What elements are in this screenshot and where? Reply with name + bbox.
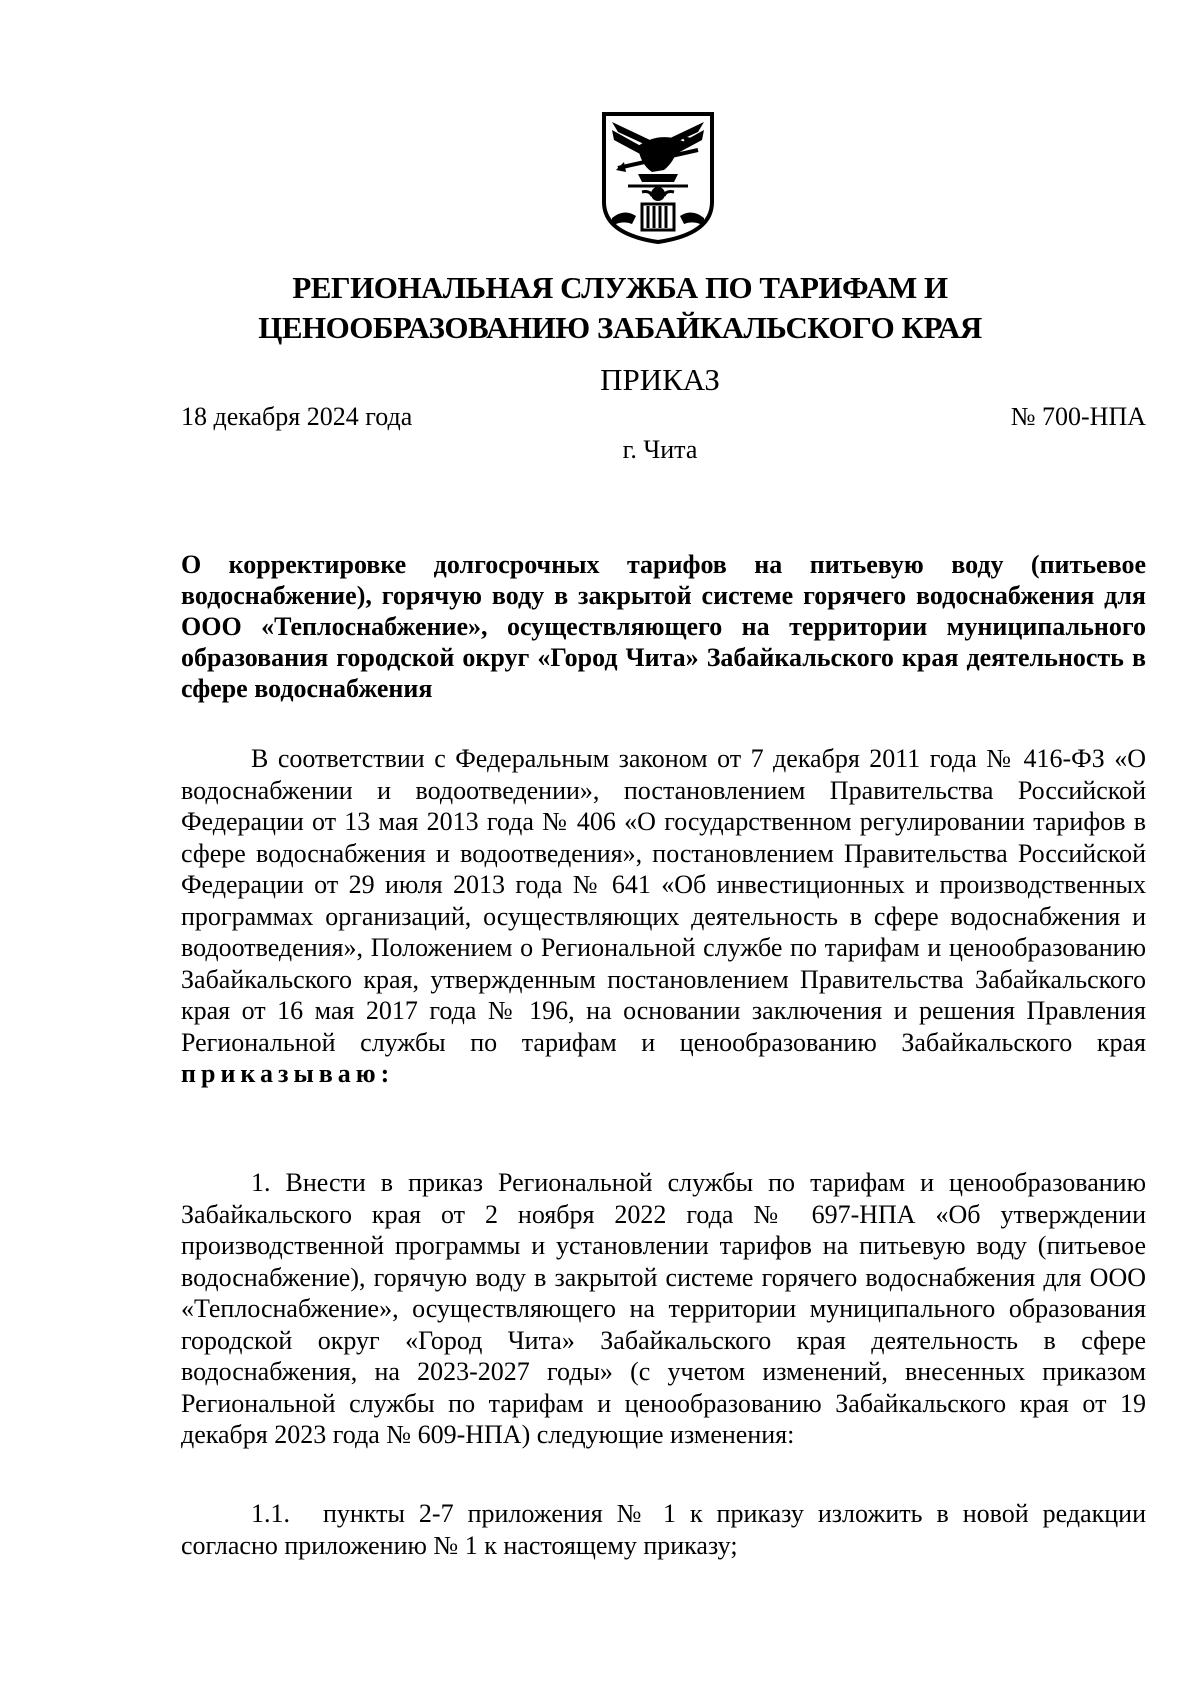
order-item-1-1-number: 1.1. xyxy=(251,1499,290,1528)
organization-title-line1: РЕГИОНАЛЬНАЯ СЛУЖБА ПО ТАРИФАМ И xyxy=(292,270,948,305)
organization-title xyxy=(180,268,1060,348)
preamble-paragraph xyxy=(181,743,1146,1090)
document-type: ПРИКАЗ xyxy=(600,362,720,397)
coat-of-arms-icon xyxy=(598,110,718,246)
document-date: 18 декабря 2024 года xyxy=(181,402,413,431)
document-city: г. Чита xyxy=(622,435,698,464)
document-subject: О корректировке долгосрочных тарифов на питьевую воду (питьевое водоснабжение), горячую воду в закрытой системе горячего водоснабжения для ООО «Теплоснабжение», осуществляющего на территории муниципального образования городской округ «Город Чита» Забайкальского края деятельность в сфере водоснабжения xyxy=(181,550,1146,703)
order-item-1-1 xyxy=(181,1498,1146,1561)
preamble-order-word: приказываю: xyxy=(181,1059,395,1088)
document-number: № 700-НПА xyxy=(1010,402,1146,431)
order-item-1-1-text: пункты 2-7 приложения № 1 к приказу изложить в новой редакции согласно приложению № 1 к настоящему приказу; xyxy=(181,1499,1146,1560)
order-item-1: 1. Внести в приказ Региональной службы по тарифам и ценообразованию Забайкальского края от 2 ноября 2022 года № 697-НПА «Об утверждении производственной программы и установлении тарифов на питьевую воду (питьевое водоснабжение), горячую воду в закрытой системе горячего водоснабжения для ООО «Теплоснабжение», осуществляющего на территории муниципального образования городской округ «Город Чита» Забайкальского края деятельность в сфере водоснабжения, на 2023-2027 годы» (с учетом изменений, внесенных приказом Региональной службы по тарифам и ценообразованию Забайкальского края от 19 декабря 2023 года № 609-НПА) следующие изменения: xyxy=(181,1168,1146,1449)
preamble-text: В соответствии с Федеральным законом от 7 декабря 2011 года № 416-ФЗ «О водоснабжении и водоотведении», постановлением Правительства Российской Федерации от 13 мая 2013 года № 406 «О государственном регулировании тарифов в сфере водоснабжения и водоотведения», постановлением Правительства Российской Федерации от 29 июля 2013 года № 641 «Об инвестиционных и производственных программах организаций, осуществляющих деятельность в сфере водоснабжения и водоотведения», Положением о Региональной службе по тарифам и ценообразованию Забайкальского края, утвержденным постановлением Правительства Забайкальского края от 16 мая 2017 года № 196, на основании заключения и решения Правления Региональной службы по тарифам и ценообразованию Забайкальского края xyxy=(181,744,1146,1057)
organization-title-line2: ЦЕНООБРАЗОВАНИЮ ЗАБАЙКАЛЬСКОГО КРАЯ xyxy=(258,310,982,345)
